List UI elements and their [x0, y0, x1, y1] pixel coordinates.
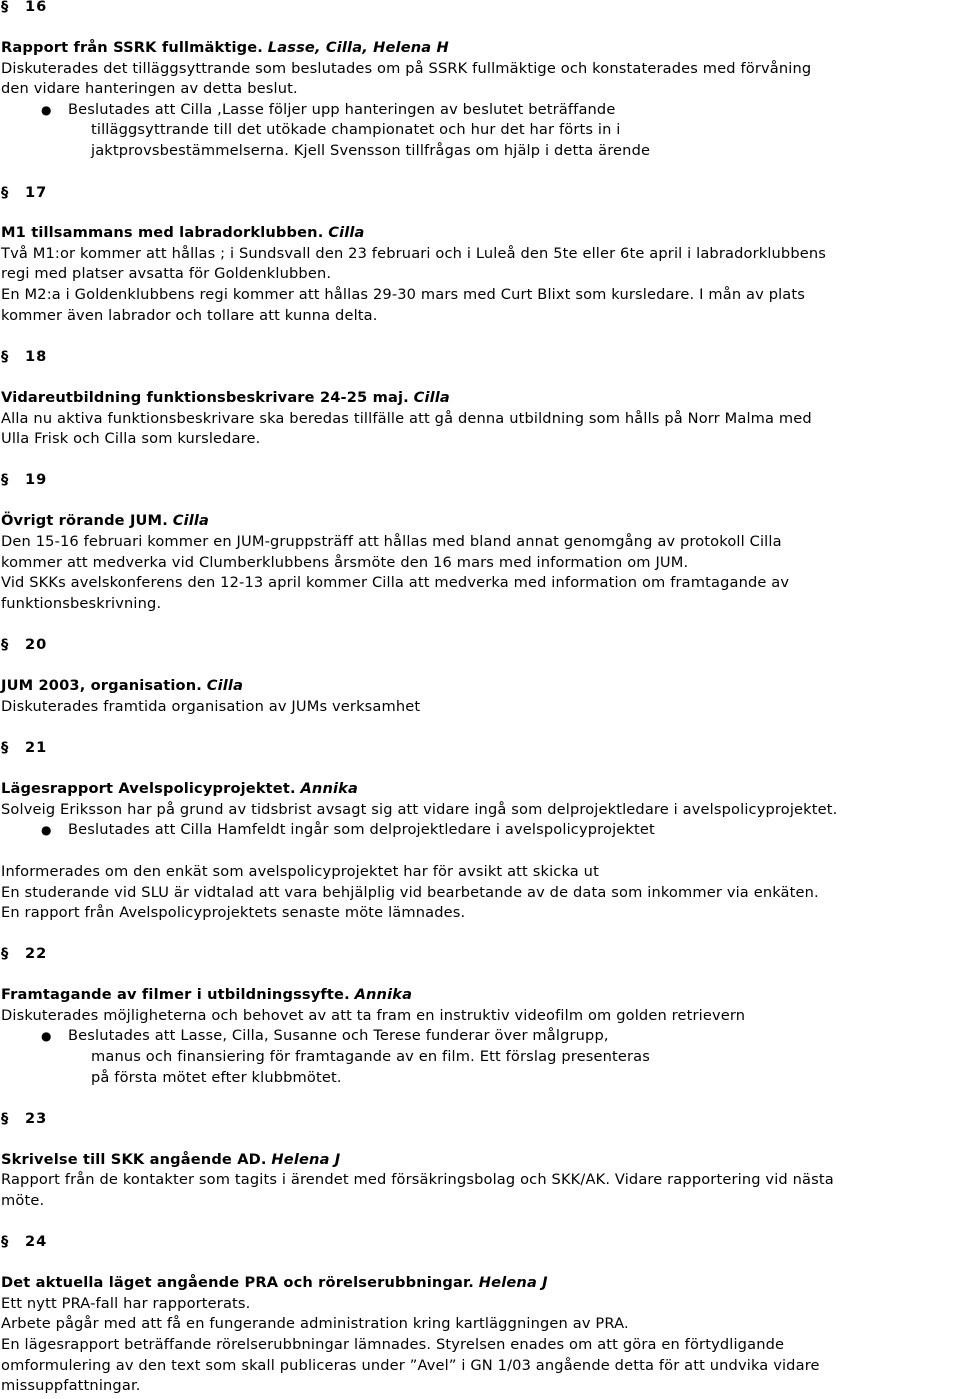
paragraph-line: Ulla Frisk och Cilla som kursledare. [1, 430, 261, 447]
paragraph-line: Den 15-16 februari kommer en JUM-gruppsträff att hållas med bland annat genomgång av protokoll Cilla [1, 533, 782, 550]
section-owner: Cilla [206, 677, 244, 694]
paragraph-line: kommer även labrador och tollare att kunna delta. [1, 307, 378, 324]
paragraph-line: Solveig Eriksson har på grund av tidsbrist avsagt sig att vidare ingå som delprojektledare i avelspolicyprojektet. [1, 801, 838, 818]
section-title: Lägesrapport Avelspolicyprojektet. [1, 780, 296, 797]
section-owner: Cilla [328, 224, 365, 241]
paragraph-line: regi med platser avsatta för Goldenklubben. [1, 265, 332, 282]
section-title: Vidareutbildning funktionsbeskrivare 24-25 maj. [1, 389, 409, 406]
paragraph-line: Vid SKKs avelskonferens den 12-13 april kommer Cilla att medverka med information om framtagande av [1, 574, 790, 591]
paragraph-line: den vidare hanteringen av detta beslut. [1, 80, 298, 97]
section-heading-19 [1, 511, 209, 531]
paragraph-line: En studerande vid SLU är vidtalad att vara behjälplig vid bearbetande av de data som inkommer via enkäten. [1, 884, 819, 901]
section-title: Övrigt rörande JUM. [1, 512, 168, 529]
section-heading-24 [1, 1273, 548, 1293]
paragraph-line: Två M1:or kommer att hållas ; i Sundsvall den 23 februari och i Luleå den 5te eller 6te april i labradorklubbens [1, 245, 827, 262]
paragraph-line: En lägesrapport beträffande rörelserubbningar lämnades. Styrelsen enades om att göra en förtydligande [1, 1336, 785, 1353]
section-heading-18 [1, 388, 450, 408]
paragraph-line: Alla nu aktiva funktionsbeskrivare ska beredas tillfälle att gå denna utbildning som hålls på Norr Malma med [1, 410, 812, 427]
section-heading-23 [1, 1150, 340, 1170]
section-owner: Helena J [271, 1151, 341, 1168]
bullet-item-continuation: jaktprovsbestämmelserna. Kjell Svensson tillfrågas om hjälp i detta ärende [91, 142, 651, 159]
section-number-24: § 24 [1, 1233, 48, 1250]
section-number-17: § 17 [1, 184, 48, 201]
paragraph-line: möte. [1, 1192, 45, 1209]
section-number-21: § 21 [1, 739, 48, 756]
bullet-item-continuation: på första mötet efter klubbmötet. [91, 1069, 342, 1086]
bullet-dot-icon: ● [41, 103, 52, 117]
paragraph-line: kommer att medverka vid Clumberklubbens årsmöte den 16 mars med information om JUM. [1, 554, 689, 571]
section-title: JUM 2003, organisation. [1, 677, 202, 694]
section-heading-22 [1, 985, 412, 1005]
section-number-20: § 20 [1, 636, 48, 653]
section-number-22: § 22 [1, 945, 48, 962]
bullet-item: Beslutades att Cilla Hamfeldt ingår som delprojektledare i avelspolicyprojektet [68, 821, 655, 838]
paragraph-line: Diskuterades det tilläggsyttrande som beslutades om på SSRK fullmäktige och konstaterades med förvåning [1, 60, 812, 77]
paragraph-line: missuppfattningar. [1, 1377, 141, 1394]
section-title: M1 tillsammans med labradorklubben. [1, 224, 324, 241]
section-owner: Cilla [172, 512, 210, 529]
bullet-item-continuation: tilläggsyttrande till det utökade championatet och hur det har förts in i [91, 121, 621, 138]
paragraph-line: Diskuterades möjligheterna och behovet av att ta fram en instruktiv videofilm om golden retrievern [1, 1007, 746, 1024]
section-heading-21 [1, 779, 358, 799]
section-title: Skrivelse till SKK angående AD. [1, 1151, 267, 1168]
paragraph-line: Ett nytt PRA-fall har rapporterats. [1, 1295, 251, 1312]
bullet-dot-icon: ● [41, 1029, 52, 1043]
bullet-dot-icon: ● [41, 823, 52, 837]
section-title: Framtagande av filmer i utbildningssyfte. [1, 986, 350, 1003]
section-number-18: § 18 [1, 348, 48, 365]
section-owner: Annika [354, 986, 413, 1003]
section-owner: Cilla [413, 389, 450, 406]
section-number-23: § 23 [1, 1110, 48, 1127]
bullet-item: Beslutades att Lasse, Cilla, Susanne och Terese funderar över målgrupp, [68, 1027, 609, 1044]
section-heading-17 [1, 223, 365, 243]
section-number-16: § 16 [1, 0, 48, 15]
paragraph-line: omformulering av den text som skall publiceras under ”Avel” i GN 1/03 angående detta för att undvika vidare [1, 1357, 820, 1374]
section-heading-20 [1, 676, 243, 696]
section-owner: Annika [300, 780, 359, 797]
section-title: Rapport från SSRK fullmäktige. [1, 39, 263, 56]
paragraph-line: Diskuterades framtida organisation av JUMs verksamhet [1, 698, 421, 715]
bullet-item-continuation: manus och finansiering för framtagande av en film. Ett förslag presenteras [91, 1048, 651, 1065]
paragraph-line: Rapport från de kontakter som tagits i ärendet med försäkringsbolag och SKK/AK. Vidare rapportering vid nästa [1, 1171, 834, 1188]
section-owner: Lasse, Cilla, Helena H [267, 39, 449, 56]
paragraph-line: Arbete pågår med att få en fungerande administration kring kartläggningen av PRA. [1, 1315, 629, 1332]
paragraph-line: Informerades om den enkät som avelspolicyprojektet har för avsikt att skicka ut [1, 863, 599, 880]
paragraph-line: En M2:a i Goldenklubbens regi kommer att hållas 29-30 mars med Curt Blixt som kursledare. I mån av plats [1, 286, 806, 303]
bullet-item: Beslutades att Cilla ,Lasse följer upp hanteringen av beslutet beträffande [68, 101, 616, 118]
paragraph-line: En rapport från Avelspolicyprojektets senaste möte lämnades. [1, 904, 466, 921]
section-heading-16 [1, 38, 449, 58]
section-title: Det aktuella läget angående PRA och rörelserubbningar. [1, 1274, 474, 1291]
section-number-19: § 19 [1, 471, 48, 488]
section-owner: Helena J [478, 1274, 548, 1291]
paragraph-line: funktionsbeskrivning. [1, 595, 162, 612]
